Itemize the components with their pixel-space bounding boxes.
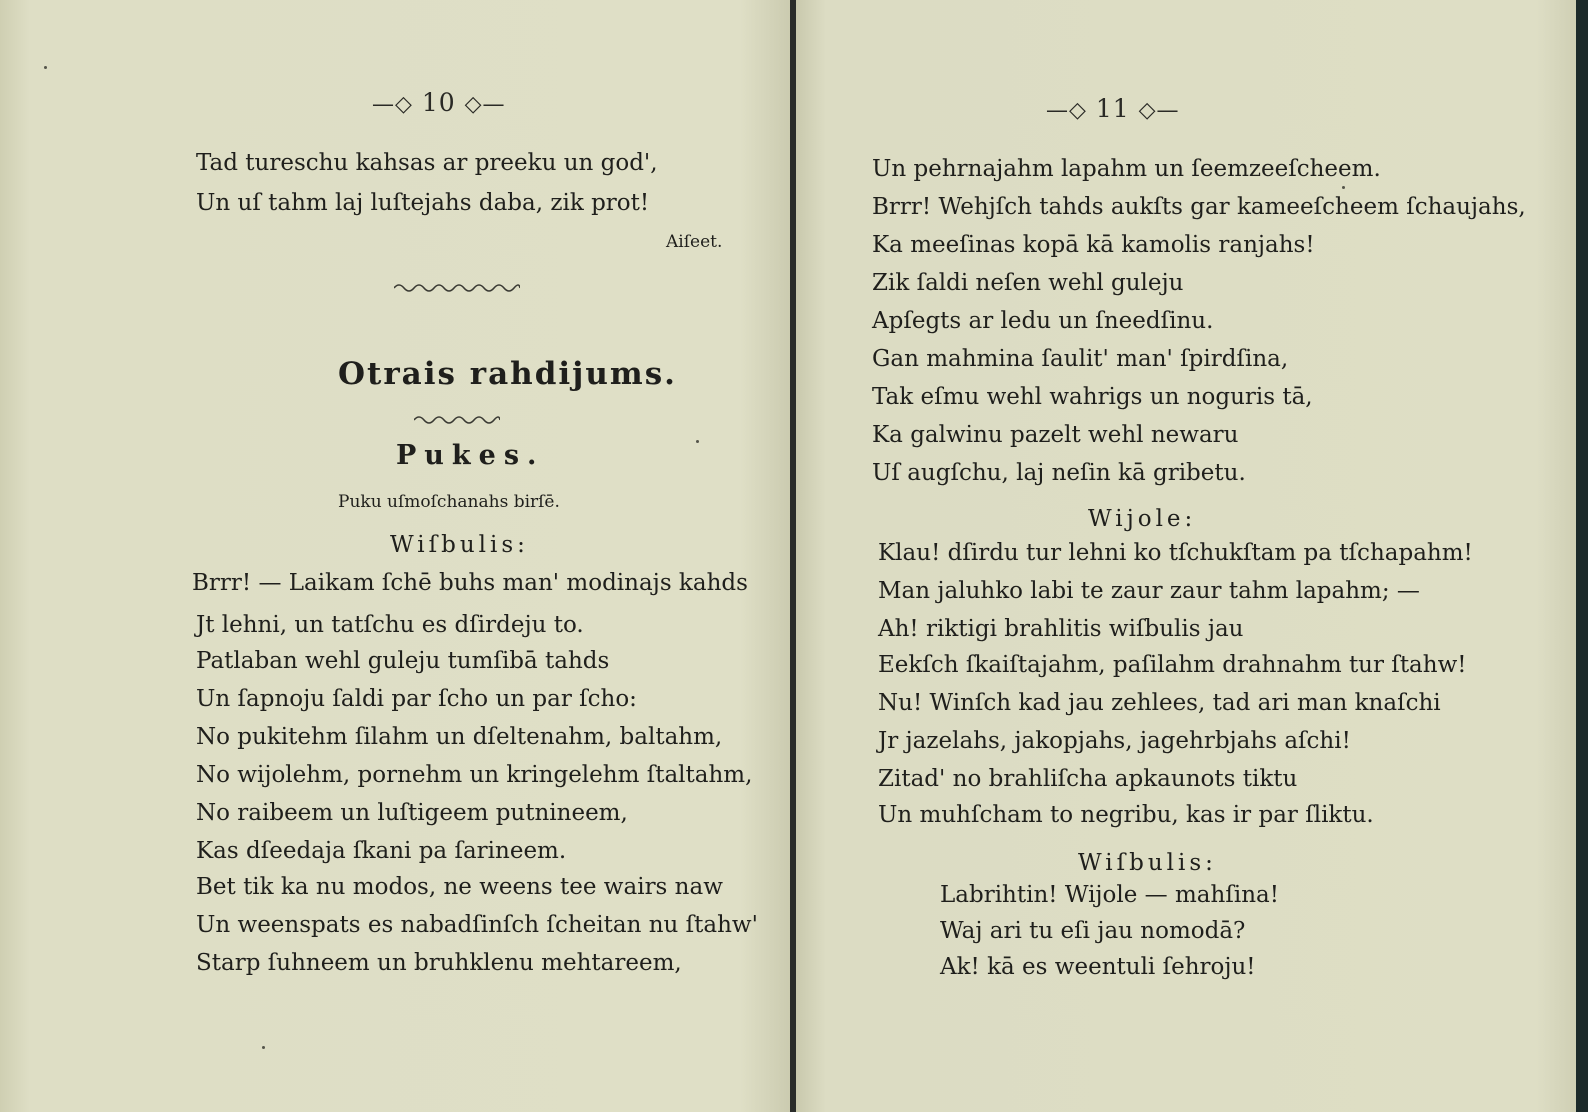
- paper-speck: [262, 1046, 265, 1049]
- verse-line: No wijolehm, pornehm un kringelehm ſtaltahm,: [196, 762, 753, 788]
- verse-line: Patlaban wehl guleju tumſibā tahds: [196, 648, 610, 674]
- scene-setting: Puku uſmoſchanahs birſē.: [338, 492, 560, 512]
- verse-line: Jr jazelahs, jakopjahs, jagehrbjahs aſchi!: [878, 728, 1351, 754]
- act-title: Otrais rahdijums.: [338, 356, 677, 392]
- verse-line: Ka meeſinas kopā kā kamolis ranjahs!: [872, 232, 1315, 258]
- book-cover-edge: [1576, 0, 1588, 1112]
- paper-speck: [44, 66, 47, 69]
- folio-ornament-left: —◇: [372, 92, 413, 117]
- verse-line: No pukitehm ſilahm un dſeltenahm, baltahm,: [196, 724, 723, 750]
- verse-line: Tak eſmu wehl wahrigs un noguris tā,: [872, 384, 1313, 410]
- verse-line: Jt lehni, un tatſchu es dſirdeju to.: [196, 612, 584, 638]
- right-folio: [1046, 94, 1180, 123]
- verse-line: Un weenspats es nabadſinſch ſcheitan nu ſtahw': [196, 912, 758, 938]
- wavy-divider-top: [394, 282, 520, 294]
- verse-line: Tad tureschu kahsas ar preeku un god',: [196, 150, 658, 176]
- verse-line: Brrr! Wehjſch tahds aukſts gar kameeſcheem ſchaujahs,: [872, 194, 1526, 220]
- folio-ornament-right: ◇—: [464, 92, 506, 117]
- left-folio: [372, 88, 506, 117]
- right-page: [796, 0, 1576, 1112]
- verse-line: Un muhſcham to negribu, kas ir par ſliktu.: [878, 802, 1374, 828]
- verse-line: Un ſapnoju ſaldi par ſcho un par ſcho:: [196, 686, 637, 712]
- verse-line: Un uſ tahm laj luſtejahs daba, zik prot!: [196, 190, 650, 216]
- verse-line: Ak! kā es weentuli ſehroju!: [940, 954, 1256, 980]
- verse-line: Apſegts ar ledu un ſneedſinu.: [872, 308, 1214, 334]
- verse-line: Klau! dſirdu tur lehni ko tſchukſtam pa tſchapahm!: [878, 540, 1473, 566]
- verse-line: Un pehrnajahm lapahm un ſeemzeeſcheem.: [872, 156, 1381, 182]
- verse-line: Ah! riktigi brahlitis wiſbulis jau: [878, 616, 1244, 642]
- paper-speck: [1342, 186, 1345, 189]
- verse-line: Nu! Winſch kad jau zehlees, tad ari man knaſchi: [878, 690, 1441, 716]
- right-page-number: 11: [1095, 94, 1130, 123]
- verse-line: Bet tik ka nu modos, ne weens tee wairs naw: [196, 874, 723, 900]
- speaker-name: Wiſbulis:: [1078, 850, 1217, 876]
- verse-line: Eekſch ſkaiſtajahm, paſilahm drahnahm tur ſtahw!: [878, 652, 1467, 678]
- paper-speck: [696, 440, 699, 443]
- stage-direction-exit: Aiſeet.: [666, 232, 723, 252]
- left-page: [0, 0, 790, 1112]
- scene-title: Pukes.: [396, 440, 545, 471]
- left-page-number: 10: [421, 88, 456, 117]
- verse-line: Starp ſuhneem un bruhklenu mehtareem,: [196, 950, 682, 976]
- verse-line: Labrihtin! Wijole — mahſina!: [940, 882, 1279, 908]
- verse-line: Man jaluhko labi te zaur zaur tahm lapahm; —: [878, 578, 1420, 604]
- verse-line: Uſ augſchu, laj neſin kā gribetu.: [872, 460, 1246, 486]
- verse-line: Zitad' no brahliſcha apkaunots tiktu: [878, 766, 1298, 792]
- wavy-divider-bottom: [414, 414, 500, 426]
- verse-line: No raibeem un luſtigeem putnineem,: [196, 800, 628, 826]
- verse-line: Brrr! — Laikam ſchē buhs man' modinajs kahds: [192, 570, 748, 596]
- verse-line: Ka galwinu pazelt wehl newaru: [872, 422, 1239, 448]
- verse-line: Kas dſeedaja ſkani pa ſarineem.: [196, 838, 567, 864]
- verse-line: Gan mahmina ſaulit' man' ſpirdſina,: [872, 346, 1289, 372]
- folio-ornament-left: —◇: [1046, 98, 1087, 123]
- speaker-name: Wiſbulis:: [390, 532, 529, 558]
- verse-line: Waj ari tu eſi jau nomodā?: [940, 918, 1246, 944]
- verse-line: Zik ſaldi neſen wehl guleju: [872, 270, 1184, 296]
- folio-ornament-right: ◇—: [1138, 98, 1180, 123]
- speaker-name: Wijole:: [1088, 506, 1197, 532]
